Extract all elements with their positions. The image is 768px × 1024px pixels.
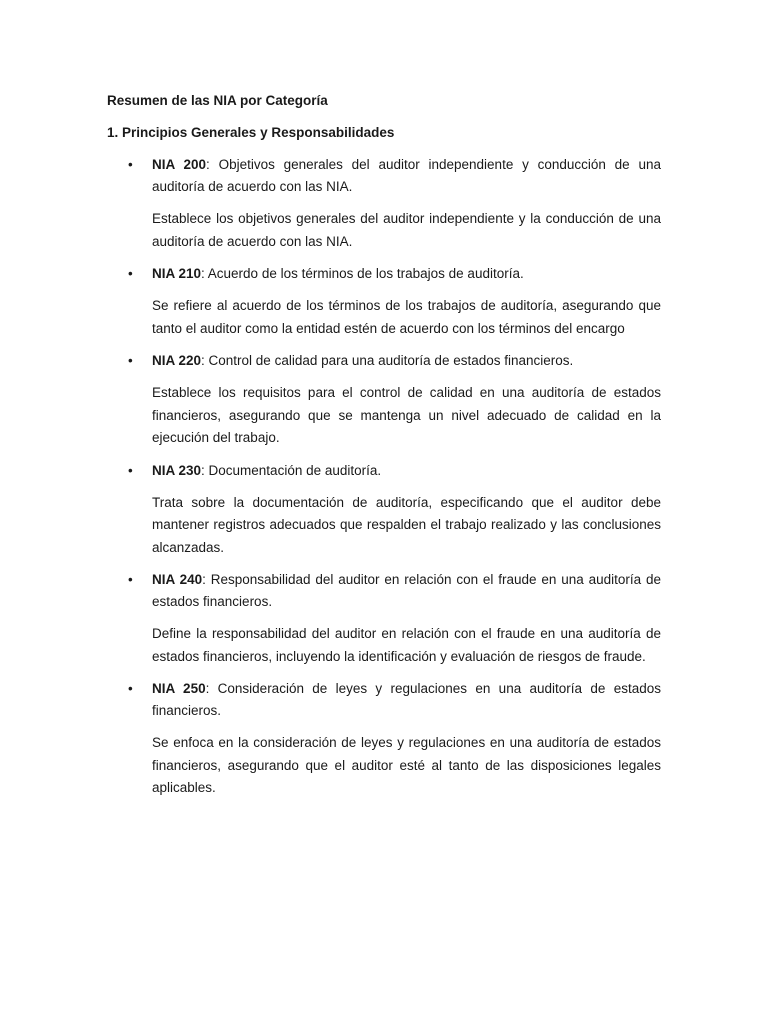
bullet-icon: •: [128, 353, 133, 368]
nia-item: [107, 460, 661, 560]
section-heading: 1. Principios Generales y Responsabilidades: [107, 125, 395, 140]
nia-summary: : Documentación de auditoría.: [201, 462, 382, 478]
nia-summary-line: [152, 678, 661, 722]
bullet-icon: •: [128, 681, 133, 696]
nia-list: [107, 154, 661, 800]
nia-description: Se refiere al acuerdo de los términos de los trabajos de auditoría, asegurando que tanto el auditor como la entidad estén de acuerdo con los términos del encargo: [152, 298, 661, 336]
nia-item: [107, 678, 661, 800]
nia-item: [107, 154, 661, 253]
bullet-icon: •: [128, 572, 133, 587]
bullet-icon: •: [128, 157, 133, 172]
nia-description: Trata sobre la documentación de auditoría, especificando que el auditor debe mantener registros adecuados que respalden el trabajo realizado y las conclusiones alcanzadas.: [152, 494, 661, 555]
nia-description: Define la responsabilidad del auditor en relación con el fraude en una auditoría de estados financieros, incluyendo la identificación y evaluación de riesgos de fraude.: [152, 626, 661, 664]
nia-description: Se enfoca en la consideración de leyes y regulaciones en una auditoría de estados financieros, asegurando que el auditor esté al tanto de las disposiciones legales aplicables.: [152, 735, 661, 795]
document-page: [107, 90, 661, 810]
nia-code: NIA 240: [152, 572, 203, 587]
nia-summary-line: [152, 460, 661, 482]
nia-summary: : Consideración de leyes y regulaciones en una auditoría de estados financieros.: [152, 681, 661, 718]
nia-summary: : Control de calidad para una auditoría de estados financieros.: [201, 353, 574, 368]
nia-summary: : Acuerdo de los términos de los trabajos de auditoría.: [201, 266, 524, 281]
nia-code: NIA 250: [152, 681, 206, 696]
nia-summary-line: [152, 154, 661, 198]
nia-summary-line: [152, 569, 661, 613]
document-title: Resumen de las NIA por Categoría: [107, 93, 328, 108]
nia-summary: : Responsabilidad del auditor en relación con el fraude en una auditoría de estados financieros.: [152, 572, 662, 609]
bullet-icon: •: [128, 462, 133, 478]
nia-description: Establece los objetivos generales del auditor independiente y la conducción de una auditoría de acuerdo con las NIA.: [152, 211, 661, 249]
nia-summary: : Objetivos generales del auditor independiente y conducción de una auditoría de acuerdo con las NIA.: [152, 157, 661, 194]
nia-item: [107, 263, 661, 340]
bullet-icon: •: [128, 266, 133, 281]
nia-summary-line: [152, 263, 661, 285]
nia-description: Establece los requisitos para el control de calidad en una auditoría de estados financieros, asegurando que se mantenga un nivel adecuado de calidad en la ejecución del trabajo.: [152, 385, 661, 445]
nia-code: NIA 210: [152, 266, 202, 281]
nia-item: [107, 569, 661, 668]
nia-item: [107, 350, 661, 450]
nia-code: NIA 220: [152, 353, 202, 368]
nia-code: NIA 200: [152, 157, 207, 172]
nia-code: NIA 230: [152, 462, 202, 478]
nia-summary-line: [152, 350, 661, 372]
